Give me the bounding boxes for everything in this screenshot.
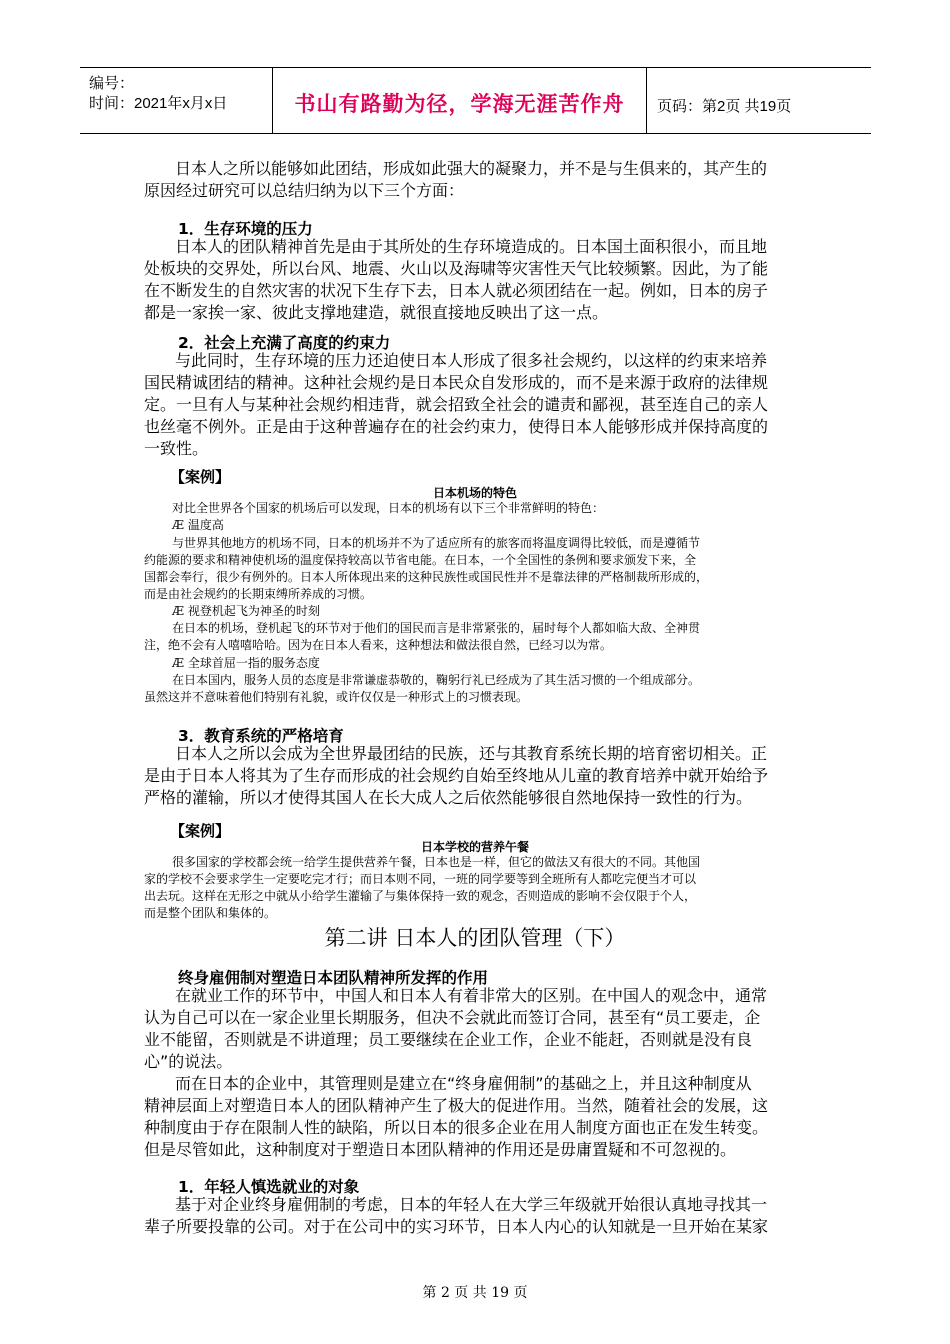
case-line: 而是由社会规约的长期束缚所养成的习惯。 <box>144 587 373 601</box>
paragraph-line: 心”的说法。 <box>144 1052 233 1071</box>
case-2-label: 【案例】 <box>170 822 231 840</box>
doc-number-label: 编号： <box>89 75 135 92</box>
case-line: 而是整个团队和集体的。 <box>144 906 277 920</box>
paragraph-line: 国民精诚团结的精神。这种社会规约是日本民众自发形成的，而不是来源于政府的法律规 <box>144 373 769 392</box>
chapter-title: 第二讲 日本人的团队管理（下） <box>324 926 626 950</box>
section-1-heading: 1．生存环境的压力 <box>178 220 313 238</box>
intro-line-1: 日本人之所以能够如此团结，形成如此强大的凝聚力，并不是与生俱来的，其产生的 <box>175 159 768 178</box>
case-line: 约能源的要求和精神使机场的温度保持较高以节省电能。在日本，一个全国性的条例和要求颁发下来，全 <box>144 553 697 567</box>
case-line: 在日本的机场，登机起飞的环节对于他们的国民而言是非常紧张的，届时每个人都如临大敌、全神贯 <box>172 621 701 635</box>
section-5-heading: 1．年轻人慎选就业的对象 <box>178 1178 360 1196</box>
paragraph-line: 业不能留，否则就是不讲道理；员工要继续在企业工作，企业不能赶，否则就是没有良 <box>144 1030 753 1049</box>
paragraph-line: 辈子所要投靠的公司。对于在公司中的实习环节，日本人内心的认知就是一旦开始在某家 <box>144 1217 769 1236</box>
case-line: 在日本国内，服务人员的态度是非常谦虚恭敬的，鞠躬行礼已经成为了其生活习惯的一个组成部分。 <box>172 673 701 687</box>
case-line: 出去玩。这样在无形之中就从小给学生灌输了与集体保持一致的观念，否则造成的影响不会仅限于个人， <box>144 889 697 903</box>
case-bullet: Æ 温度高 <box>172 518 224 532</box>
section-3-heading: 3．教育系统的严格培育 <box>178 727 344 745</box>
paragraph-line: 在不断发生的自然灾害的状况下生存下去，日本人就必须团结在一起。例如，日本的房子 <box>144 281 769 300</box>
case-bullet: Æ 全球首屈一指的服务态度 <box>172 656 320 670</box>
case-line: 虽然这并不意味着他们特别有礼貌，或许仅仅是一种形式上的习惯表现。 <box>144 690 529 704</box>
paragraph-line: 基于对企业终身雇佣制的考虑，日本的年轻人在大学三年级就开始很认真地寻找其一 <box>175 1195 768 1214</box>
paragraph-line: 严格的灌输，所以才使得其国人在长大成人之后依然能够很自然地保持一致性的行为。 <box>144 788 753 807</box>
doc-date-label: 时间：2021年x月x日 <box>89 95 228 112</box>
paragraph-line: 与此同时，生存环境的压力还迫使日本人形成了很多社会规约，以这样的约束来培养 <box>175 351 768 370</box>
paragraph-line: 精神层面上对塑造日本人的团队精神产生了极大的促进作用。当然，随着社会的发展，这 <box>144 1096 769 1115</box>
case-2-title: 日本学校的营养午餐 <box>420 840 529 854</box>
case-line: 国都会奉行，很少有例外的。日本人所体现出来的这种民族性或国民性并不是靠法律的严格制裁所形成的， <box>144 570 709 584</box>
paragraph-line: 日本人的团队精神首先是由于其所处的生存环境造成的。日本国土面积很小，而且地 <box>175 237 768 256</box>
paragraph-line: 在就业工作的环节中，中国人和日本人有着非常大的区别。在中国人的观念中，通常 <box>175 986 768 1005</box>
case-line: 很多国家的学校都会统一给学生提供营养午餐，日本也是一样，但它的做法又有很大的不同。其他国 <box>172 855 701 869</box>
paragraph-line: 而在日本的企业中，其管理则是建立在“终身雇佣制”的基础之上，并且这种制度从 <box>175 1074 752 1093</box>
header-motto-cell <box>273 68 647 133</box>
case-bullet: Æ 视登机起飞为神圣的时刻 <box>172 604 320 618</box>
paragraph-line: 日本人之所以会成为全世界最团结的民族，还与其教育系统长期的培育密切相关。正 <box>175 744 768 763</box>
header-page-cell <box>647 68 871 133</box>
case-line: 对比全世界各个国家的机场后可以发现，日本的机场有以下三个非常鲜明的特色： <box>172 501 605 515</box>
header-table <box>80 67 871 134</box>
section-4-heading: 终身雇佣制对塑造日本团队精神所发挥的作用 <box>178 969 489 987</box>
case-1-label: 【案例】 <box>170 468 231 486</box>
header-page-number: 页码：第2页 共19页 <box>657 98 792 115</box>
case-line: 家的学校不会要求学生一定要吃完才行；而日本则不同，一班的同学要等到全班所有人都吃完便当才可以 <box>144 872 697 886</box>
paragraph-line: 是由于日本人将其为了生存而形成的社会规约自始至终地从儿童的教育培养中就开始给予 <box>144 766 769 785</box>
case-line: 注，绝不会有人嘻嘻哈哈。因为在日本人看来，这种想法和做法很自然，已经习以为常。 <box>144 638 613 652</box>
paragraph-line: 但是尽管如此，这种制度对于塑造日本团队精神的作用还是毋庸置疑和不可忽视的。 <box>144 1140 737 1159</box>
paragraph-line: 定。一旦有人与某种社会规约相违背，就会招致全社会的谴责和鄙视，甚至连自己的亲人 <box>144 395 769 414</box>
paragraph-line: 也丝毫不例外。正是由于这种普遍存在的社会约束力，使得日本人能够形成并保持高度的 <box>144 417 769 436</box>
header-info-cell <box>80 68 273 133</box>
paragraph-line: 一致性。 <box>144 439 209 458</box>
footer-page-number: 第 2 页 共 19 页 <box>422 1285 528 1301</box>
intro-line-2: 原因经过研究可以总结归纳为以下三个方面： <box>144 181 465 200</box>
paragraph-line: 种制度由于存在限制人性的缺陷，所以日本的很多企业在用人制度方面也正在发生转变。 <box>144 1118 769 1137</box>
paragraph-line: 处板块的交界处，所以台风、地震、火山以及海啸等灾害性天气比较频繁。因此，为了能 <box>144 259 769 278</box>
case-line: 与世界其他地方的机场不同，日本的机场并不为了适应所有的旅客而将温度调得比较低，而是遵循节 <box>172 536 701 550</box>
case-1-title: 日本机场的特色 <box>432 486 517 500</box>
section-2-heading: 2．社会上充满了高度的约束力 <box>178 334 391 352</box>
paragraph-line: 都是一家挨一家、彼此支撑地建造，就很直接地反映出了这一点。 <box>144 303 609 322</box>
motto-text: 书山有路勤为径，学海无涯苦作舟 <box>294 92 625 116</box>
paragraph-line: 认为自己可以在一家企业里长期服务，但决不会就此而签订合同，甚至有“员工要走，企 <box>144 1008 761 1027</box>
